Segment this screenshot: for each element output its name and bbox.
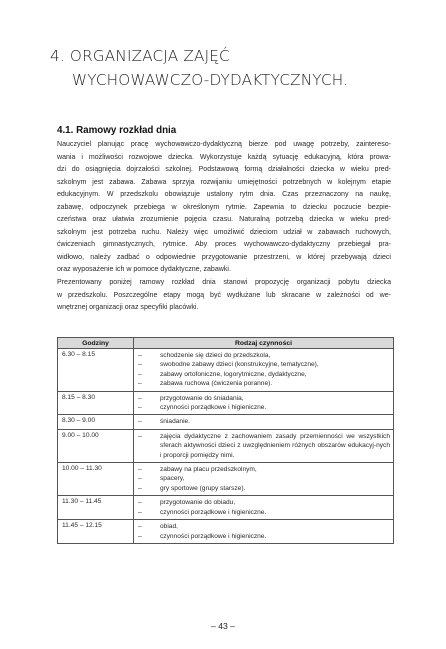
table-row: [58, 391, 394, 415]
activity-item: [138, 351, 390, 360]
body-line: w przedszkolu. Poszczególne etapy mogą być wydłużane lub skracane w zależności od we-: [57, 291, 391, 299]
dash-marker: –: [138, 432, 142, 440]
header-activities: Rodzaj czynności: [134, 338, 394, 349]
body-line: szkolnym jest zabawa. Zabawa sprzyja rozwijaniu umiejętności potrzebnych w kolejnym etapie: [57, 178, 391, 186]
time-cell: 11.30 – 11.45: [58, 496, 134, 520]
activities-list: [138, 465, 390, 493]
activity-item: [138, 432, 390, 460]
dash-marker: –: [138, 523, 142, 531]
activity-item: [138, 522, 390, 531]
body-line: Prezentowany poniżej ramowy rozkład dnia stanowi propozycję organizacji pobytu dziecka: [57, 279, 391, 287]
activities-list: [138, 432, 390, 460]
activity-text: czynności porządkowe i higieniczne.: [160, 508, 267, 516]
time-cell: 6.30 – 8.15: [58, 349, 134, 392]
activity-text: schodzenie się dzieci do przedszkola,: [160, 352, 271, 359]
time-cell: 8.15 – 8.30: [58, 391, 134, 415]
table-header-row: [58, 338, 394, 349]
activities-cell: [134, 391, 394, 415]
activity-text: zabawy na placu przedszkolnym,: [160, 466, 257, 474]
activity-text: czynności porządkowe i higieniczne.: [160, 532, 267, 540]
activity-text: zabawy ortofoniczne, logorytmiczne, dydaktyczne,: [160, 370, 307, 378]
activity-item: [138, 474, 390, 483]
activity-text: zajęcia dydaktyczne z zachowaniem zasady przemienności we wszystkich sferach aktywności dzieci z uwzględnieniem różnych obszarów edukacyj-nych i proporcji pomiędzy nimi.: [160, 432, 390, 459]
chapter-title-line-2: WYCHOWAWCZO-DYDAKTYCZNYCH.: [72, 71, 349, 89]
activity-item: [138, 379, 390, 388]
activity-text: obiad,: [160, 523, 178, 531]
dash-marker: –: [138, 352, 142, 359]
activity-item: [138, 403, 390, 412]
activities-cell: [134, 415, 394, 429]
activity-item: [138, 465, 390, 474]
body-line: wnętrznej organizacji oraz specyfiki placówki.: [57, 304, 199, 312]
dash-marker: –: [138, 380, 142, 388]
activities-list: [138, 417, 390, 426]
activity-item: [138, 484, 390, 493]
activity-item: [138, 370, 390, 379]
activities-list: [138, 498, 390, 517]
activities-cell: [134, 463, 394, 496]
activity-item: [138, 508, 390, 517]
dash-marker: –: [138, 475, 142, 483]
activity-item: [138, 417, 390, 426]
header-hours: Godziny: [58, 338, 134, 349]
schedule-table: [57, 337, 394, 544]
body-line: widłowo, należy zadbać o odpowiednie przygotowanie przestrzeni, w której przebywają dzieci: [57, 253, 391, 261]
activity-text: spacery,: [160, 475, 185, 483]
table-row: [58, 520, 394, 544]
body-line: dzi do osiągnięcia dojrzałości szkolnej. Podstawową formą działalności dziecka w wieku pred-: [57, 166, 391, 174]
body-line: wania i możliwości rozwojowe dziecka. Wykorzystuje każdą sytuację edukacyjną, która prowa-: [57, 153, 391, 161]
time-cell: 9.00 – 10.00: [58, 429, 134, 462]
activities-cell: [134, 496, 394, 520]
time-cell: 11.45 – 12.15: [58, 520, 134, 544]
schedule-body: [58, 349, 394, 544]
activity-text: zabawa ruchowa (ćwiczenia poranne).: [160, 380, 273, 388]
body-line: szkolnym jest potrzeba ruchu. Należy więc umożliwić dzieciom udział w zabawach ruchowych,: [57, 228, 391, 236]
body-line: Nauczyciel planując pracę wychowawczo-dydaktyczną bierze pod uwagę potrzeby, zaintereso-: [57, 141, 391, 148]
activities-cell: [134, 429, 394, 462]
page-number: – 43 –: [211, 621, 235, 631]
chapter-title: [50, 44, 390, 92]
dash-marker: –: [138, 418, 142, 426]
dash-marker: –: [138, 466, 142, 474]
dash-marker: –: [138, 370, 142, 378]
chapter-title-line-1: 4. ORGANIZACJA ZAJĘĆ: [50, 47, 230, 65]
body-line: zabawę, odpoczynek przebiega w określonym rytmie. Zapewnia to dziecku poczucie bezpie-: [57, 203, 391, 211]
body-line: ćwiczeniach gimnastycznych, rytmice. Aby proces wychowawczo-dydaktyczny przebiegał pra-: [57, 241, 391, 249]
table-row: [58, 429, 394, 462]
activity-item: [138, 532, 390, 541]
dash-marker: –: [138, 508, 142, 516]
dash-marker: –: [138, 404, 142, 412]
activity-item: [138, 394, 390, 403]
activity-text: przygotowanie do śniadania,: [160, 394, 244, 402]
activity-item: [138, 498, 390, 507]
dash-marker: –: [138, 532, 142, 540]
activities-list: [138, 394, 390, 413]
section-heading: 4.1. Ramowy rozkład dnia: [57, 125, 177, 136]
table-row: [58, 415, 394, 429]
body-line: edukacyjnym. W przedszkolu obowiązuje ustalony rytm dnia. Czas przeznaczony na naukę,: [57, 191, 391, 199]
activity-text: gry sportowe (grupy starsze).: [160, 484, 246, 492]
dash-marker: –: [138, 484, 142, 492]
activities-cell: [134, 520, 394, 544]
activities-cell: [134, 349, 394, 392]
body-line: czeństwa oraz ułatwia zrozumienie pojęcia czasu. Naturalną potrzebą dziecka w wieku pred-: [57, 216, 391, 224]
activity-item: [138, 360, 390, 369]
dash-marker: –: [138, 394, 142, 402]
time-cell: 8.30 – 9.00: [58, 415, 134, 429]
activity-text: przygotowanie do obiadu,: [160, 499, 236, 507]
activity-text: swobodne zabawy dzieci (konstrukcyjne, tematyczne),: [160, 361, 319, 369]
dash-marker: –: [138, 499, 142, 507]
table-row: [58, 496, 394, 520]
activity-text: czynności porządkowe i higieniczne.: [160, 404, 267, 412]
dash-marker: –: [138, 361, 142, 369]
activities-list: [138, 522, 390, 541]
body-line: oraz wyposażenie ich w pomoce dydaktyczne, zabawki.: [57, 266, 231, 274]
activities-list: [138, 351, 390, 389]
activity-text: śniadanie.: [160, 418, 191, 426]
table-row: [58, 349, 394, 392]
body-text: [57, 139, 391, 315]
time-cell: 10.00 – 11.30: [58, 463, 134, 496]
table-row: [58, 463, 394, 496]
